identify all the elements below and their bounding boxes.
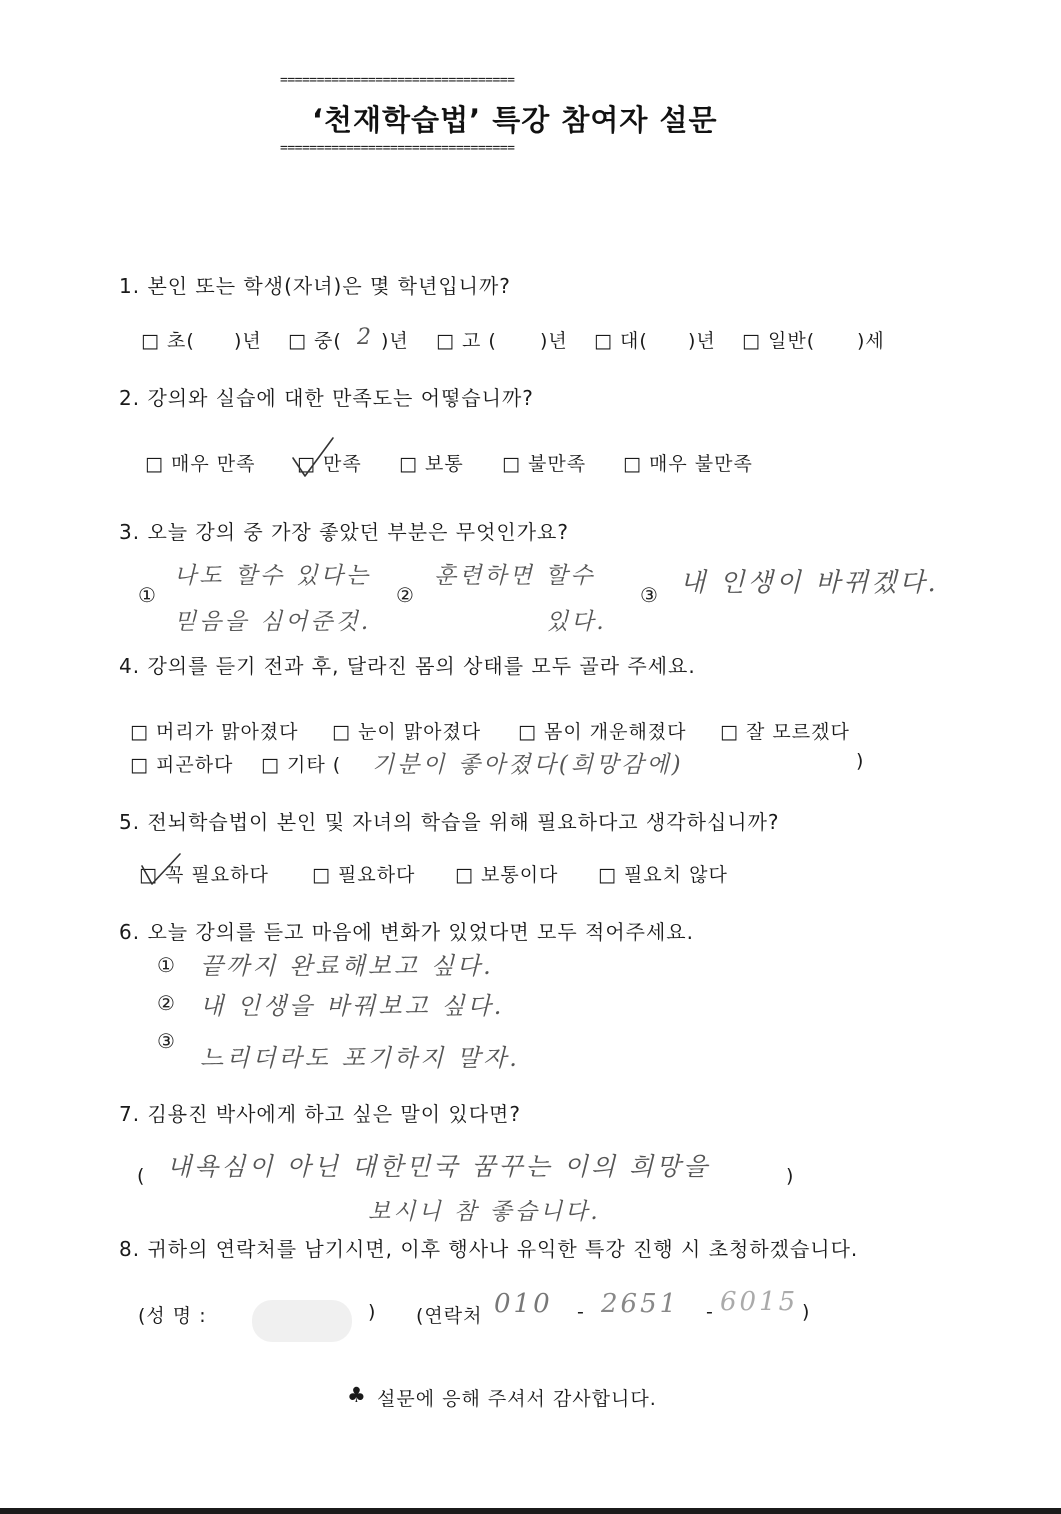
q5-option-definitely-needed[interactable]: □ 꼭 필요하다 <box>139 864 269 886</box>
q5-option-not-needed[interactable]: □ 필요치 않다 <box>598 864 728 886</box>
bottom-border <box>0 1508 1061 1514</box>
page-title: ‘천재학습법’ 특강 참여자 설문 <box>312 103 718 137</box>
question-8: 8. 귀하의 연락처를 남기시면, 이후 행사나 유익한 특강 진행 시 초청하겠습니다. <box>119 1237 859 1261</box>
q2-option-satisfied[interactable]: □ 만족 <box>297 453 362 475</box>
checkmark-icon <box>138 852 184 888</box>
q3-number-2: ② <box>396 583 414 607</box>
q8-phone-sep-2: - <box>706 1301 714 1323</box>
q3-answer-2-line-1: 훈련하면 할수 <box>434 563 596 589</box>
q1-option-high[interactable]: □ 고 ( <box>436 330 497 352</box>
q8-phone-sep-1: - <box>577 1301 585 1323</box>
q4-other-close: ) <box>856 750 865 772</box>
question-3: 3. 오늘 강의 중 가장 좋았던 부분은 무엇인가요? <box>119 520 569 544</box>
q7-close-paren: ) <box>786 1165 795 1187</box>
q1-option-middle-suffix: )년 <box>381 330 409 352</box>
q8-name-label: (성 명 : <box>138 1305 207 1327</box>
q5-option-needed[interactable]: □ 필요하다 <box>312 864 416 886</box>
q3-answer-1-line-2: 믿음을 심어준것. <box>174 609 372 635</box>
q6-answer-1: 끝까지 완료해보고 싶다. <box>200 952 494 980</box>
q3-number-1: ① <box>138 583 156 607</box>
q4-option-tired[interactable]: □ 피곤하다 <box>130 754 234 776</box>
q1-middle-grade-answer: 2 <box>357 325 374 350</box>
q2-option-dissatisfied[interactable]: □ 불만족 <box>502 453 587 475</box>
q3-answer-2-line-2: 있다. <box>546 609 607 635</box>
q8-contact-close: ) <box>802 1301 811 1323</box>
q2-option-very-dissatisfied[interactable]: □ 매우 불만족 <box>623 453 753 475</box>
q2-option-neutral[interactable]: □ 보통 <box>399 453 464 475</box>
q6-answer-2: 내 인생을 바꿔보고 싶다. <box>200 992 505 1020</box>
q7-answer-line-1: 내욕심이 아닌 대한민국 꿈꾸는 이의 희망을 <box>167 1152 711 1181</box>
q3-answer-1-line-1: 나도 할수 있다는 <box>174 563 372 589</box>
q2-option-very-satisfied[interactable]: □ 매우 만족 <box>145 453 256 475</box>
q6-number-3: ③ <box>157 1029 175 1053</box>
q1-option-general[interactable]: □ 일반( <box>742 330 816 352</box>
q1-option-general-suffix: )세 <box>857 330 885 352</box>
q3-answer-3: 내 인생이 바뀌겠다. <box>680 568 939 598</box>
checkmark-icon <box>289 436 339 480</box>
q7-answer-line-2: 보시니 참 좋습니다. <box>368 1199 601 1225</box>
q1-option-elementary[interactable]: □ 초( <box>141 330 195 352</box>
q8-contact-label: (연락처 <box>416 1305 483 1327</box>
q8-phone-part-2: 2651 <box>601 1289 680 1319</box>
question-1: 1. 본인 또는 학생(자녀)은 몇 학년입니까? <box>119 274 511 298</box>
q1-option-high-suffix: )년 <box>540 330 568 352</box>
q1-option-college[interactable]: □ 대( <box>594 330 648 352</box>
q4-option-clear-eyes[interactable]: □ 눈이 맑아졌다 <box>332 721 482 743</box>
question-7: 7. 김용진 박사에게 하고 싶은 말이 있다면? <box>119 1102 521 1126</box>
title-rule-top: ================================ <box>280 73 515 88</box>
q5-option-neutral[interactable]: □ 보통이다 <box>455 864 559 886</box>
q6-number-2: ② <box>157 991 175 1015</box>
q3-number-3: ③ <box>640 583 658 607</box>
q4-option-not-sure[interactable]: □ 잘 모르겠다 <box>720 721 850 743</box>
q4-option-clear-head[interactable]: □ 머리가 맑아졌다 <box>130 721 299 743</box>
q1-option-college-suffix: )년 <box>688 330 716 352</box>
question-2: 2. 강의와 실습에 대한 만족도는 어떻습니까? <box>119 386 534 410</box>
q6-number-1: ① <box>157 953 175 977</box>
q6-answer-3: 느리더라도 포기하지 말자. <box>200 1044 520 1072</box>
question-5: 5. 전뇌학습법이 본인 및 자녀의 학습을 위해 필요하다고 생각하십니까? <box>119 810 780 834</box>
footer-thanks: 설문에 응해 주셔서 감사합니다. <box>377 1388 657 1410</box>
q7-open-paren: ( <box>137 1165 146 1187</box>
q4-other-answer: 기분이 좋아졌다(희망감에) <box>372 752 684 778</box>
q8-phone-part-3: 6015 <box>720 1287 799 1317</box>
club-icon: ♣ <box>347 1383 367 1407</box>
question-4: 4. 강의를 듣기 전과 후, 달라진 몸의 상태를 모두 골라 주세요. <box>119 654 696 678</box>
q8-name-close: ) <box>368 1301 377 1323</box>
q8-phone-part-1: 010 <box>494 1289 553 1319</box>
q4-option-other[interactable]: □ 기타 ( <box>261 754 342 776</box>
q1-option-elementary-suffix: )년 <box>234 330 262 352</box>
title-rule-bottom: ================================ <box>280 141 515 156</box>
q4-option-refreshed-body[interactable]: □ 몸이 개운해졌다 <box>518 721 687 743</box>
q1-option-middle[interactable]: □ 중( <box>288 330 342 352</box>
question-6: 6. 오늘 강의를 듣고 마음에 변화가 있었다면 모두 적어주세요. <box>119 920 694 944</box>
q8-name-signature-redacted <box>252 1300 352 1342</box>
